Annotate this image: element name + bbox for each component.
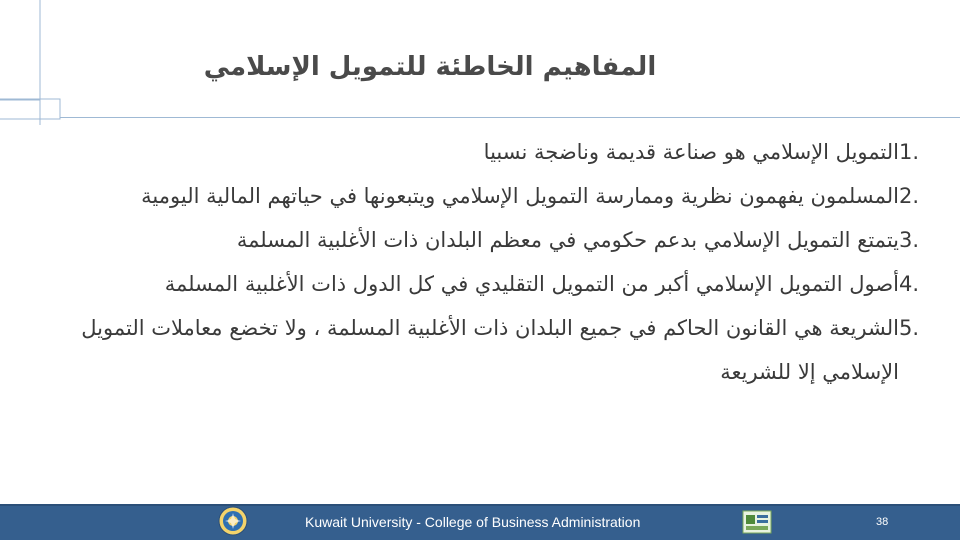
item-number: 3. (899, 228, 920, 252)
slide-title: المفاهيم الخاطئة للتمويل الإسلامي (203, 52, 657, 82)
list-item (20, 306, 935, 394)
kuwait-university-seal-icon (218, 506, 248, 536)
misconceptions-list (20, 130, 935, 394)
item-text: التمويل الإسلامي هو صناعة قديمة وناضجة نسبيا (483, 140, 899, 164)
item-text: الشريعة هي القانون الحاكم في جميع البلدان ذات الأغلبية المسلمة ، ولا تخضع معاملات التمويل الإسلامي إلا للشريعة (81, 316, 899, 384)
list-item (20, 262, 935, 306)
list-item (20, 130, 935, 174)
footer-bar (0, 504, 960, 540)
business-college-logo-icon (742, 510, 772, 534)
item-text: المسلمون يفهمون نظرية وممارسة التمويل الإسلامي ويتبعونها في حياتهم المالية اليومية (141, 184, 899, 208)
item-number: 2. (899, 184, 920, 208)
item-number: 5. (899, 316, 920, 340)
footer-institution: Kuwait University - College of Business Administration (305, 514, 641, 530)
corner-decoration (0, 0, 70, 125)
item-text: يتمتع التمويل الإسلامي بدعم حكومي في معظم البلدان ذات الأغلبية المسلمة (236, 228, 899, 252)
list-item (20, 174, 935, 218)
list-item (20, 218, 935, 262)
item-number: 1. (899, 140, 920, 164)
title-divider (60, 117, 960, 118)
item-text: أصول التمويل الإسلامي أكبر من التمويل التقليدي في كل الدول ذات الأغلبية المسلمة (164, 272, 899, 296)
item-number: 4. (899, 272, 920, 296)
page-number: 38 (876, 516, 889, 528)
